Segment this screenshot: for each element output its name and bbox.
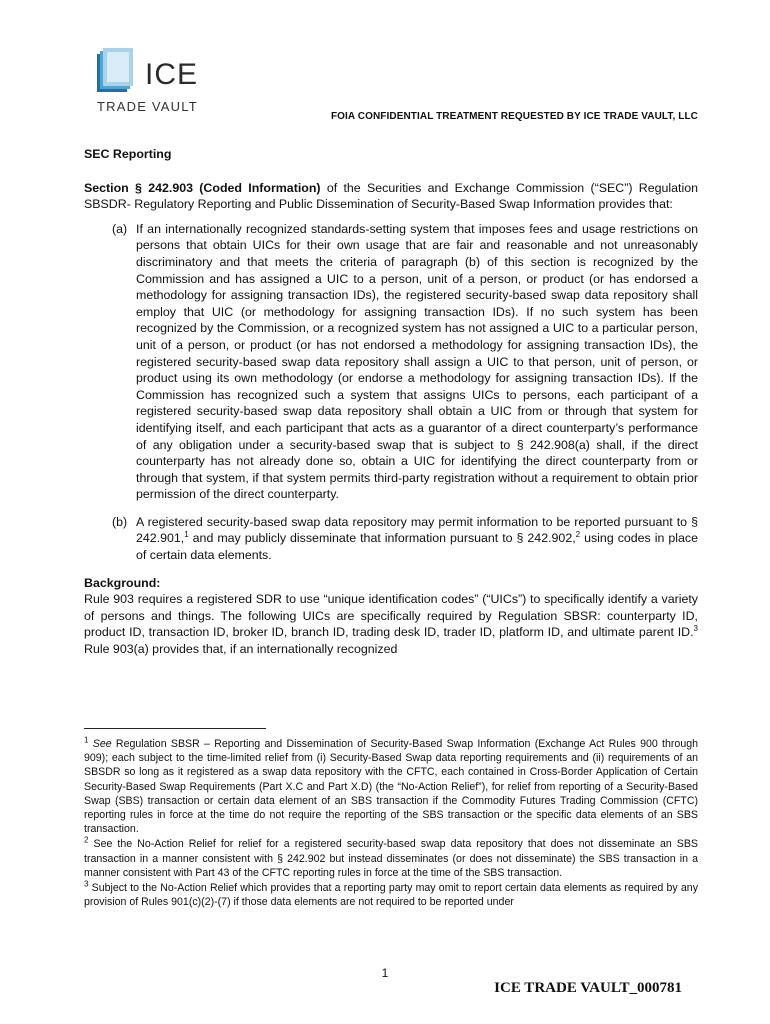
item-b-text-2: and may publicly disseminate that information pursuant to § 242.902,	[188, 531, 576, 546]
rule-item-a	[84, 221, 698, 503]
footnote-2	[84, 837, 698, 880]
footnote-1	[84, 737, 698, 836]
bates-number: ICE TRADE VAULT_000781	[494, 980, 682, 996]
footnote-divider	[84, 728, 266, 729]
footnote-ref-2[interactable]: 2	[575, 530, 581, 540]
section-heading: SEC Reporting	[84, 147, 172, 161]
item-b-text-1: A registered security-based swap data repository may permit information to be reported pursuant to § 242.901,	[136, 514, 698, 546]
item-b-text-3: using codes in place of certain data elements.	[136, 531, 698, 563]
background-text-1: Rule 903 requires a registered SDR to use “unique identification codes” (“UICs”) to specifically identify a variety of persons and things. The following UICs are specifically required by Regulation SBSR: counterparty ID, product ID, transaction ID, broker ID, branch ID, trading desk ID, trader ID, platform ID, and ultimate parent ID.	[84, 592, 698, 640]
item-a-text: If an internationally recognized standards-setting system that imposes fees and usage restrictions on persons that obtain UICs for their own usage that are fair and reasonable and not unreasonably discriminatory and that meets the criteria of paragraph (b) of this section is recognized by the Commission and has assigned a UIC to a person, unit of a person, or product (or has endorsed a methodology for assigning transaction IDs), the registered security-based swap data repository shall employ that UIC (or methodology for assigning transaction IDs). If no such system has been recognized by the Commission, or a recognized system has not assigned a UIC to a particular person, unit of a person, or product (or has not endorsed a methodology for assigning transaction IDs), the registered security-based swap data repository shall assign a UIC to that person, unit of person, or product using its own methodology (or endorse a methodology for assigning transaction IDs). If the Commission has recognized such a system that assigns UICs to persons, each participant of a registered security-based swap data repository shall obtain a UIC from or through that system for identifying itself, and each participant that acts as a guarantor of a direct counterparty’s performance of any obligation under a security-based swap that is subject to § 242.908(a) shall, if the direct counterparty has not already done so, obtain a UIC for identifying the direct counterparty from or through that system, if that system permits third-party registration without a requirement to obtain prior permission of the direct counterparty.	[136, 221, 698, 502]
footnote-3-number: 3	[84, 879, 89, 889]
item-a-marker: (a)	[112, 221, 128, 236]
confidential-header: FOIA CONFIDENTIAL TREATMENT REQUESTED BY ICE TRADE VAULT, LLC	[330, 111, 698, 122]
page-number: 1	[381, 966, 389, 980]
rule-item-b	[84, 514, 698, 564]
main-content	[84, 146, 698, 658]
logo-wordmark: ICE	[145, 58, 199, 91]
background-heading: Background:	[84, 575, 161, 590]
footnote-1-see: See	[92, 738, 112, 750]
item-b-marker: (b)	[112, 514, 128, 529]
intro-bold-title: Section § 242.903 (Coded Information)	[84, 180, 321, 195]
ice-logo-icon	[97, 48, 133, 92]
background-paragraph	[84, 591, 698, 657]
intro-paragraph	[84, 180, 698, 213]
footnote-ref-1[interactable]: 1	[184, 530, 189, 540]
background-text-2: Rule 903(a) provides that, if an internationally recognized	[84, 642, 398, 657]
logo-subtitle: TRADE VAULT	[97, 99, 198, 114]
footnotes	[84, 737, 698, 910]
footnote-3-text: Subject to the No-Action Relief which provides that a reporting party may omit to report certain data elements as required by any provision of Rules 901(c)(2)-(7) if those data elements are not required to be reported under	[84, 882, 698, 909]
intro-text: of the Securities and Exchange Commission (“SEC”) Regulation SBSDR- Regulatory Reporting and Public Dissemination of Security-Based Swap Information provides that:	[84, 180, 698, 212]
footnote-1-text: Regulation SBSR – Reporting and Dissemination of Security-Based Swap Information (Exchange Act Rules 900 through 909); each subject to the time-limited relief from (i) Security-Based Swap data reporting requirements and (ii) requirements of an SBSDR so long as it registered as a swap data repository with the CFTC, each contained in Cross-Border Application of Certain Security-Based Swap Requirements (Part X.C and Part X.D) (the “No-Action Relief”), for relief from reporting of a Security-Based Swap (SBS) transaction or certain data element of an SBS transaction if the Commodity Futures Trading Commission (CFTC) reporting rules in force at the time do not require the reporting of the SBS transaction or the specific data elements of an SBS transaction.	[84, 738, 698, 836]
footnote-ref-3[interactable]: 3	[693, 624, 698, 634]
footnote-3	[84, 881, 698, 909]
ice-trade-vault-logo	[97, 48, 207, 120]
footnote-1-number: 1	[84, 735, 89, 745]
footnote-2-number: 2	[84, 835, 89, 845]
footnote-2-text: See the No-Action Relief for relief for a registered security-based swap data repository that does not disseminate an SBS transaction in a manner consistent with § 242.902 but instead disseminates (or does not disseminate) the SBS transaction in a manner consistent with Part 43 of the CFTC reporting rules in force at the time of the SBS transaction.	[84, 838, 698, 879]
